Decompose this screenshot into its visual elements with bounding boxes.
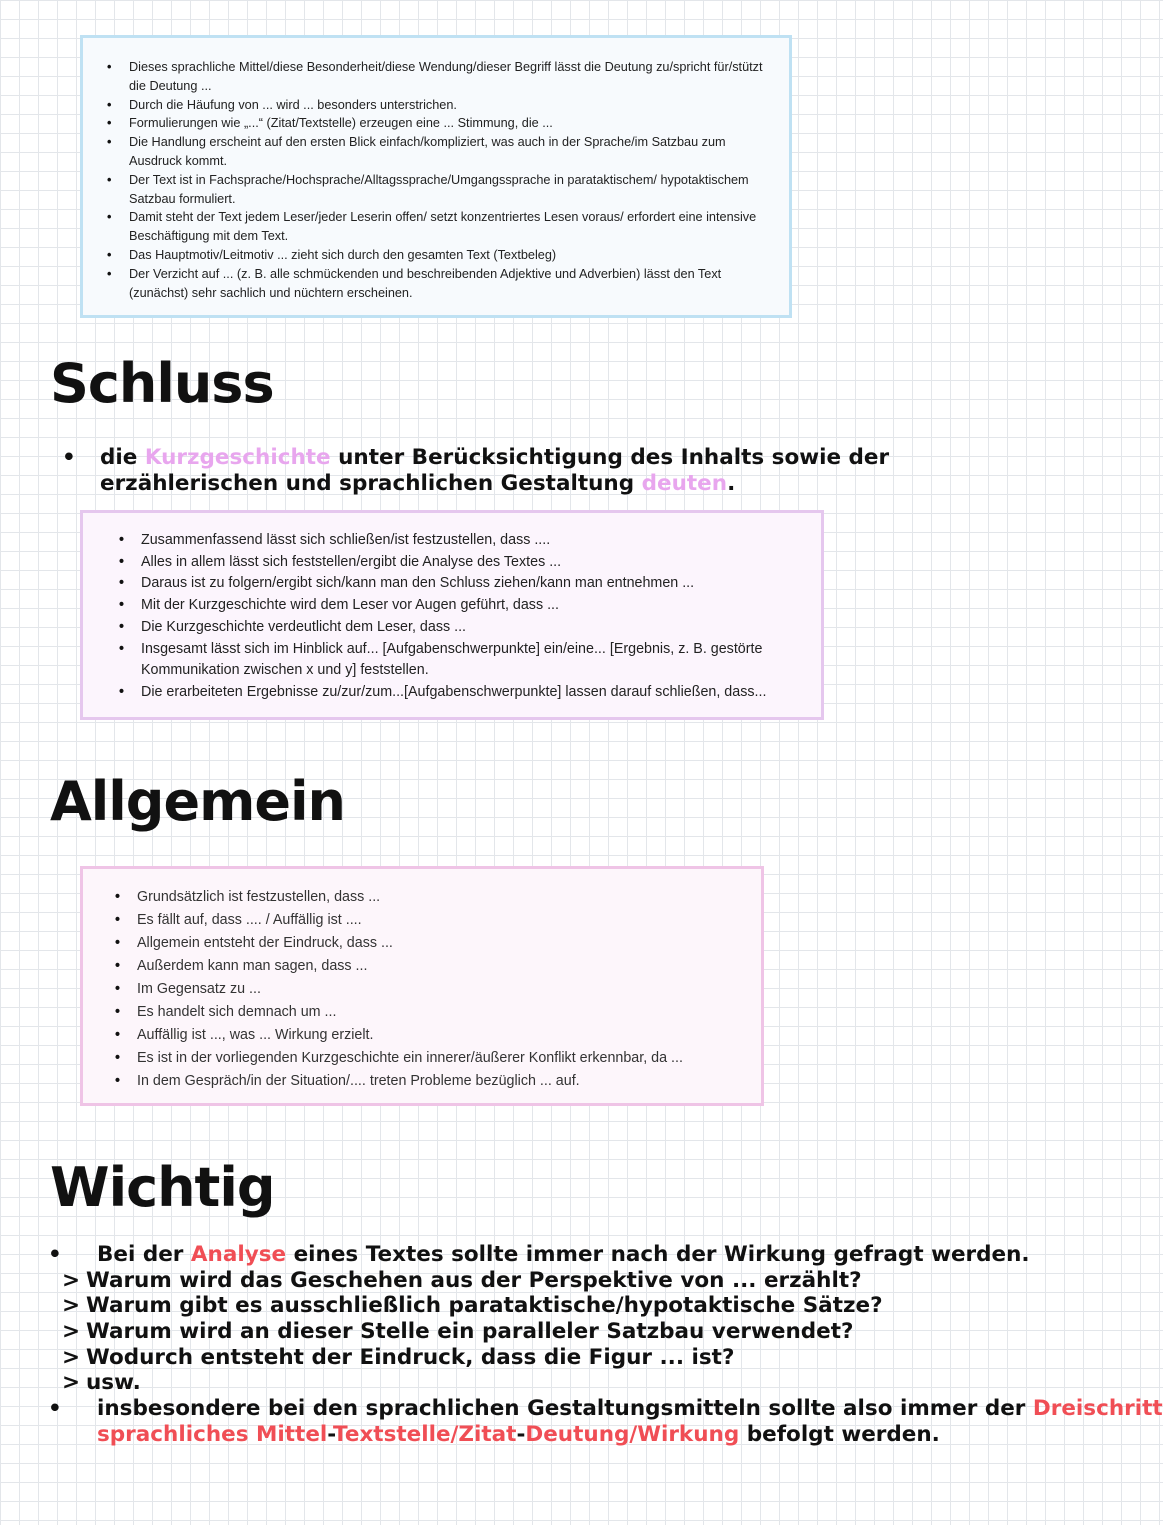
wichtig-bullet-2: • insbesondere bei den sprachlichen Gestaltungsmitteln sollte also immer der Dreischritt	[48, 1396, 1163, 1422]
list-item: • In dem Gespräch/in der Situation/.... treten Probleme bezüglich ... auf.	[137, 1070, 745, 1093]
wichtig-bullet-1: • Bei der Analyse eines Textes sollte immer nach der Wirkung gefragt werden.	[48, 1242, 1030, 1267]
formulation-box-top	[80, 35, 792, 318]
arrow-icon: >	[62, 1370, 81, 1396]
highlight-textstelle-zitat: Textstelle/Zitat	[333, 1421, 517, 1447]
highlight-sprachliches-mittel: sprachliches Mittel	[97, 1421, 328, 1447]
list-item: • Mit der Kurzgeschichte wird dem Leser vor Augen geführt, dass ...	[141, 595, 805, 617]
list-item: • Durch die Häufung von ... wird ... besonders unterstrichen.	[129, 96, 773, 115]
formulation-box-allgemein	[80, 866, 764, 1106]
highlight-kurzgeschichte: Kurzgeschichte	[144, 445, 331, 470]
highlight-analyse: Analyse	[190, 1242, 287, 1267]
wichtig-heading: Wichtig	[50, 1156, 275, 1219]
formulation-list-top	[85, 58, 773, 302]
question-item: > Warum wird an dieser Stelle ein paralleler Satzbau verwendet?	[62, 1319, 854, 1345]
list-item: • Dieses sprachliche Mittel/diese Besonderheit/diese Wendung/dieser Begriff lässt die Deutung zu/spricht für/stützt die Deutung ...	[129, 58, 773, 96]
question-item: > Warum gibt es ausschließlich parataktische/hypotaktische Sätze?	[62, 1293, 883, 1319]
list-item: • Damit steht der Text jedem Leser/jeder Leserin offen/ setzt konzentriertes Lesen voraus/ erfordert eine intensive Beschäftigung mit dem Text.	[129, 208, 773, 246]
list-item: • Die Kurzgeschichte verdeutlicht dem Leser, dass ...	[141, 617, 805, 639]
list-item: • Der Verzicht auf ... (z. B. alle schmückenden und beschreibenden Adjektive und Adverbien) lässt den Text (zunächst) sehr sachlich und nüchtern erscheinen.	[129, 265, 773, 303]
list-item: • Daraus ist zu folgern/ergibt sich/kann man den Schluss ziehen/kann man entnehmen ...	[141, 573, 805, 595]
arrow-icon: >	[62, 1319, 81, 1345]
schluss-task: • die Kurzgeschichte unter Berücksichtigung des Inhalts sowie der erzählerischen und sprachlichen Gestaltung deuten.	[62, 445, 890, 496]
formulation-list-schluss	[97, 530, 805, 704]
list-item: • Der Text ist in Fachsprache/Hochsprache/Alltagssprache/Umgangssprache in parataktischem/ hypotaktischem Satzbau formuliert.	[129, 171, 773, 209]
list-item: • Es ist in der vorliegenden Kurzgeschichte ein innerer/äußerer Konflikt erkennbar, da ...	[137, 1047, 745, 1070]
highlight-deuten: deuten	[641, 471, 728, 496]
list-item: • Die Handlung erscheint auf den ersten Blick einfach/kompliziert, was auch in der Sprache/im Satzbau zum Ausdruck kommt.	[129, 133, 773, 171]
question-item: > Warum wird das Geschehen aus der Perspektive von ... erzählt?	[62, 1267, 862, 1293]
question-item: > Wodurch entsteht der Eindruck, dass die Figur ... ist?	[62, 1344, 735, 1370]
bullet-icon: •	[48, 1396, 62, 1422]
question-item: > usw.	[62, 1370, 141, 1396]
highlight-dreischritt: Dreischritt	[1032, 1396, 1163, 1422]
list-item: • Allgemein entsteht der Eindruck, dass ...	[137, 932, 745, 955]
arrow-icon: >	[62, 1267, 81, 1293]
formulation-box-schluss	[80, 510, 824, 720]
bullet-icon: •	[62, 445, 76, 470]
list-item: • Formulierungen wie „...“ (Zitat/Textstelle) erzeugen eine ... Stimmung, die ...	[129, 114, 773, 133]
list-item: • Alles in allem lässt sich feststellen/ergibt die Analyse des Textes ...	[141, 552, 805, 574]
arrow-icon: >	[62, 1293, 81, 1319]
allgemein-heading: Allgemein	[50, 770, 345, 833]
wichtig-notes	[48, 1242, 1163, 1448]
highlight-deutung-wirkung: Deutung/Wirkung	[525, 1421, 740, 1447]
list-item: • Im Gegensatz zu ...	[137, 978, 745, 1001]
list-item: • Es handelt sich demnach um ...	[137, 1001, 745, 1024]
bullet-icon: •	[48, 1242, 62, 1267]
arrow-icon: >	[62, 1344, 81, 1370]
list-item: • Außerdem kann man sagen, dass ...	[137, 955, 745, 978]
list-item: • Die erarbeiteten Ergebnisse zu/zur/zum...[Aufgabenschwerpunkte] lassen darauf schließen, dass...	[141, 682, 805, 704]
list-item: • Es fällt auf, dass .... / Auffällig ist ....	[137, 909, 745, 932]
formulation-list-allgemein	[93, 886, 745, 1093]
list-item: • Grundsätzlich ist festzustellen, dass ...	[137, 886, 745, 909]
list-item: • Das Hauptmotiv/Leitmotiv ... zieht sich durch den gesamten Text (Textbeleg)	[129, 246, 773, 265]
list-item: • Zusammenfassend lässt sich schließen/ist festzustellen, dass ....	[141, 530, 805, 552]
list-item: • Auffällig ist ..., was ... Wirkung erzielt.	[137, 1024, 745, 1047]
list-item: • Insgesamt lässt sich im Hinblick auf... [Aufgabenschwerpunkte] ein/eine... [Ergebnis, z. B. gestörte Kommunikation zwischen x und y] feststellen.	[141, 639, 805, 682]
schluss-heading: Schluss	[50, 352, 274, 415]
wichtig-bullet-2-cont: sprachliches Mittel-Textstelle/Zitat-Deutung/Wirkung befolgt werden.	[97, 1421, 940, 1447]
